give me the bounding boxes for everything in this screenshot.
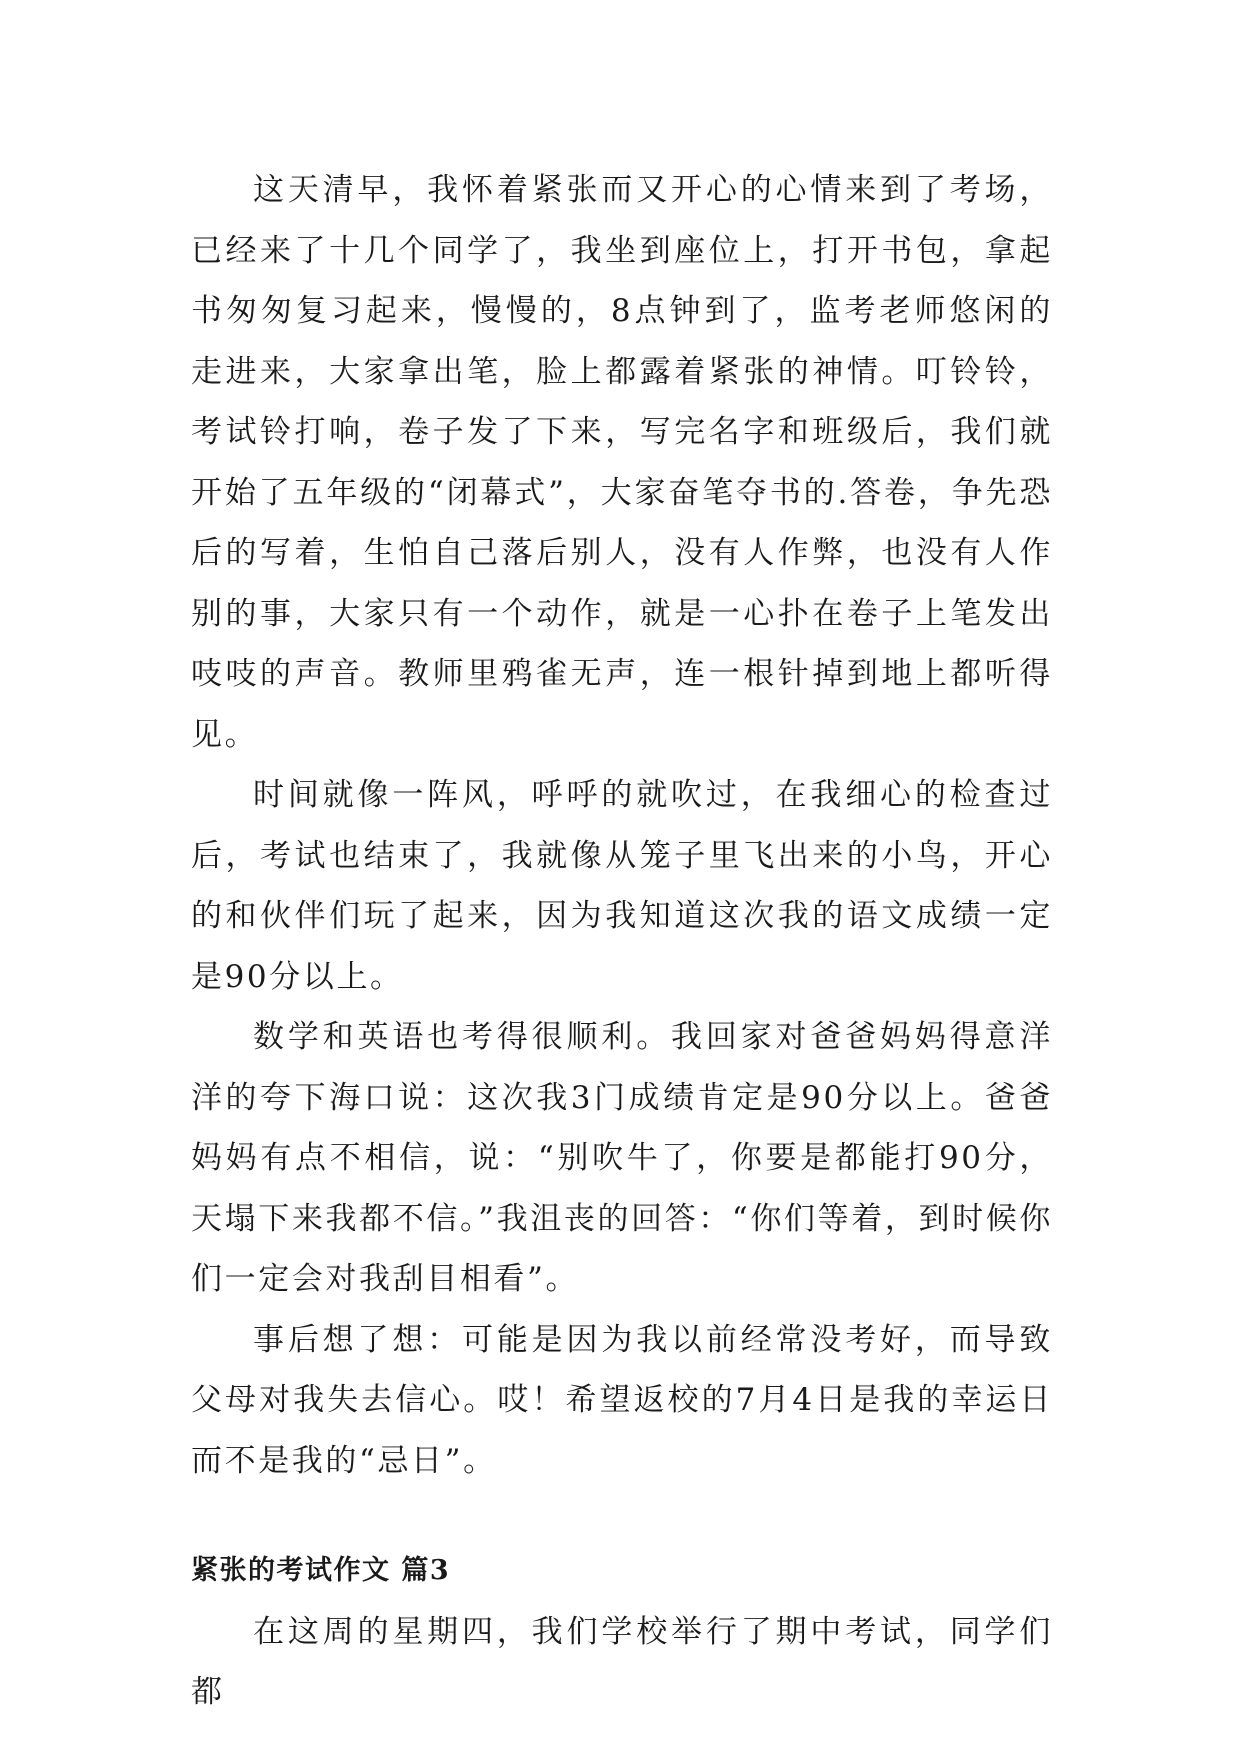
paragraph-exam-finished: 时间就像一阵风，呼呼的就吹过，在我细心的检查过后，考试也结束了，我就像从笼子里飞出来的小鸟，开心的和伙伴们玩了起来，因为我知道这次我的语文成绩一定是90分以上。 bbox=[191, 777, 1053, 995]
paragraph-reflection: 事后想了想：可能是因为我以前经常没考好，而导致父母对我失去信心。哎！希望返校的7月4日是我的幸运日而不是我的“忌日”。 bbox=[191, 1321, 1053, 1479]
document-page bbox=[191, 160, 1053, 1723]
paragraph-exam-morning: 这天清早，我怀着紧张而又开心的心情来到了考场，已经来了十几个同学了，我坐到座位上，打开书包，拿起书匆匆复习起来，慢慢的，8点钟到了，监考老师悠闲的走进来，大家拿出笔，脸上都露着紧张的神情。叮铃铃，考试铃打响，卷子发了下来，写完名字和班级后，我们就开始了五年级的“闭幕式”，大家奋笔夺书的.答卷，争先恐后的写着，生怕自己落后别人，没有人作弊，也没有人作别的事，大家只有一个动作，就是一心扑在卷子上笔发出吱吱的声音。教师里鸦雀无声，连一根针掉到地上都听得见。 bbox=[191, 172, 1053, 753]
paragraph-boast-to-parents: 数学和英语也考得很顺利。我回家对爸爸妈妈得意洋洋的夸下海口说：这次我3门成绩肯定是90分以上。爸爸妈妈有点不相信，说：“别吹牛了，你要是都能打90分，天塌下来我都不信。”我沮丧的回答：“你们等着，到时候你们一定会对我刮目相看”。 bbox=[191, 1019, 1053, 1297]
section-heading: 紧张的考试作文 篇3 bbox=[191, 1555, 451, 1586]
paragraph-section-start: 在这周的星期四，我们学校举行了期中考试，同学们都 bbox=[191, 1613, 1053, 1710]
